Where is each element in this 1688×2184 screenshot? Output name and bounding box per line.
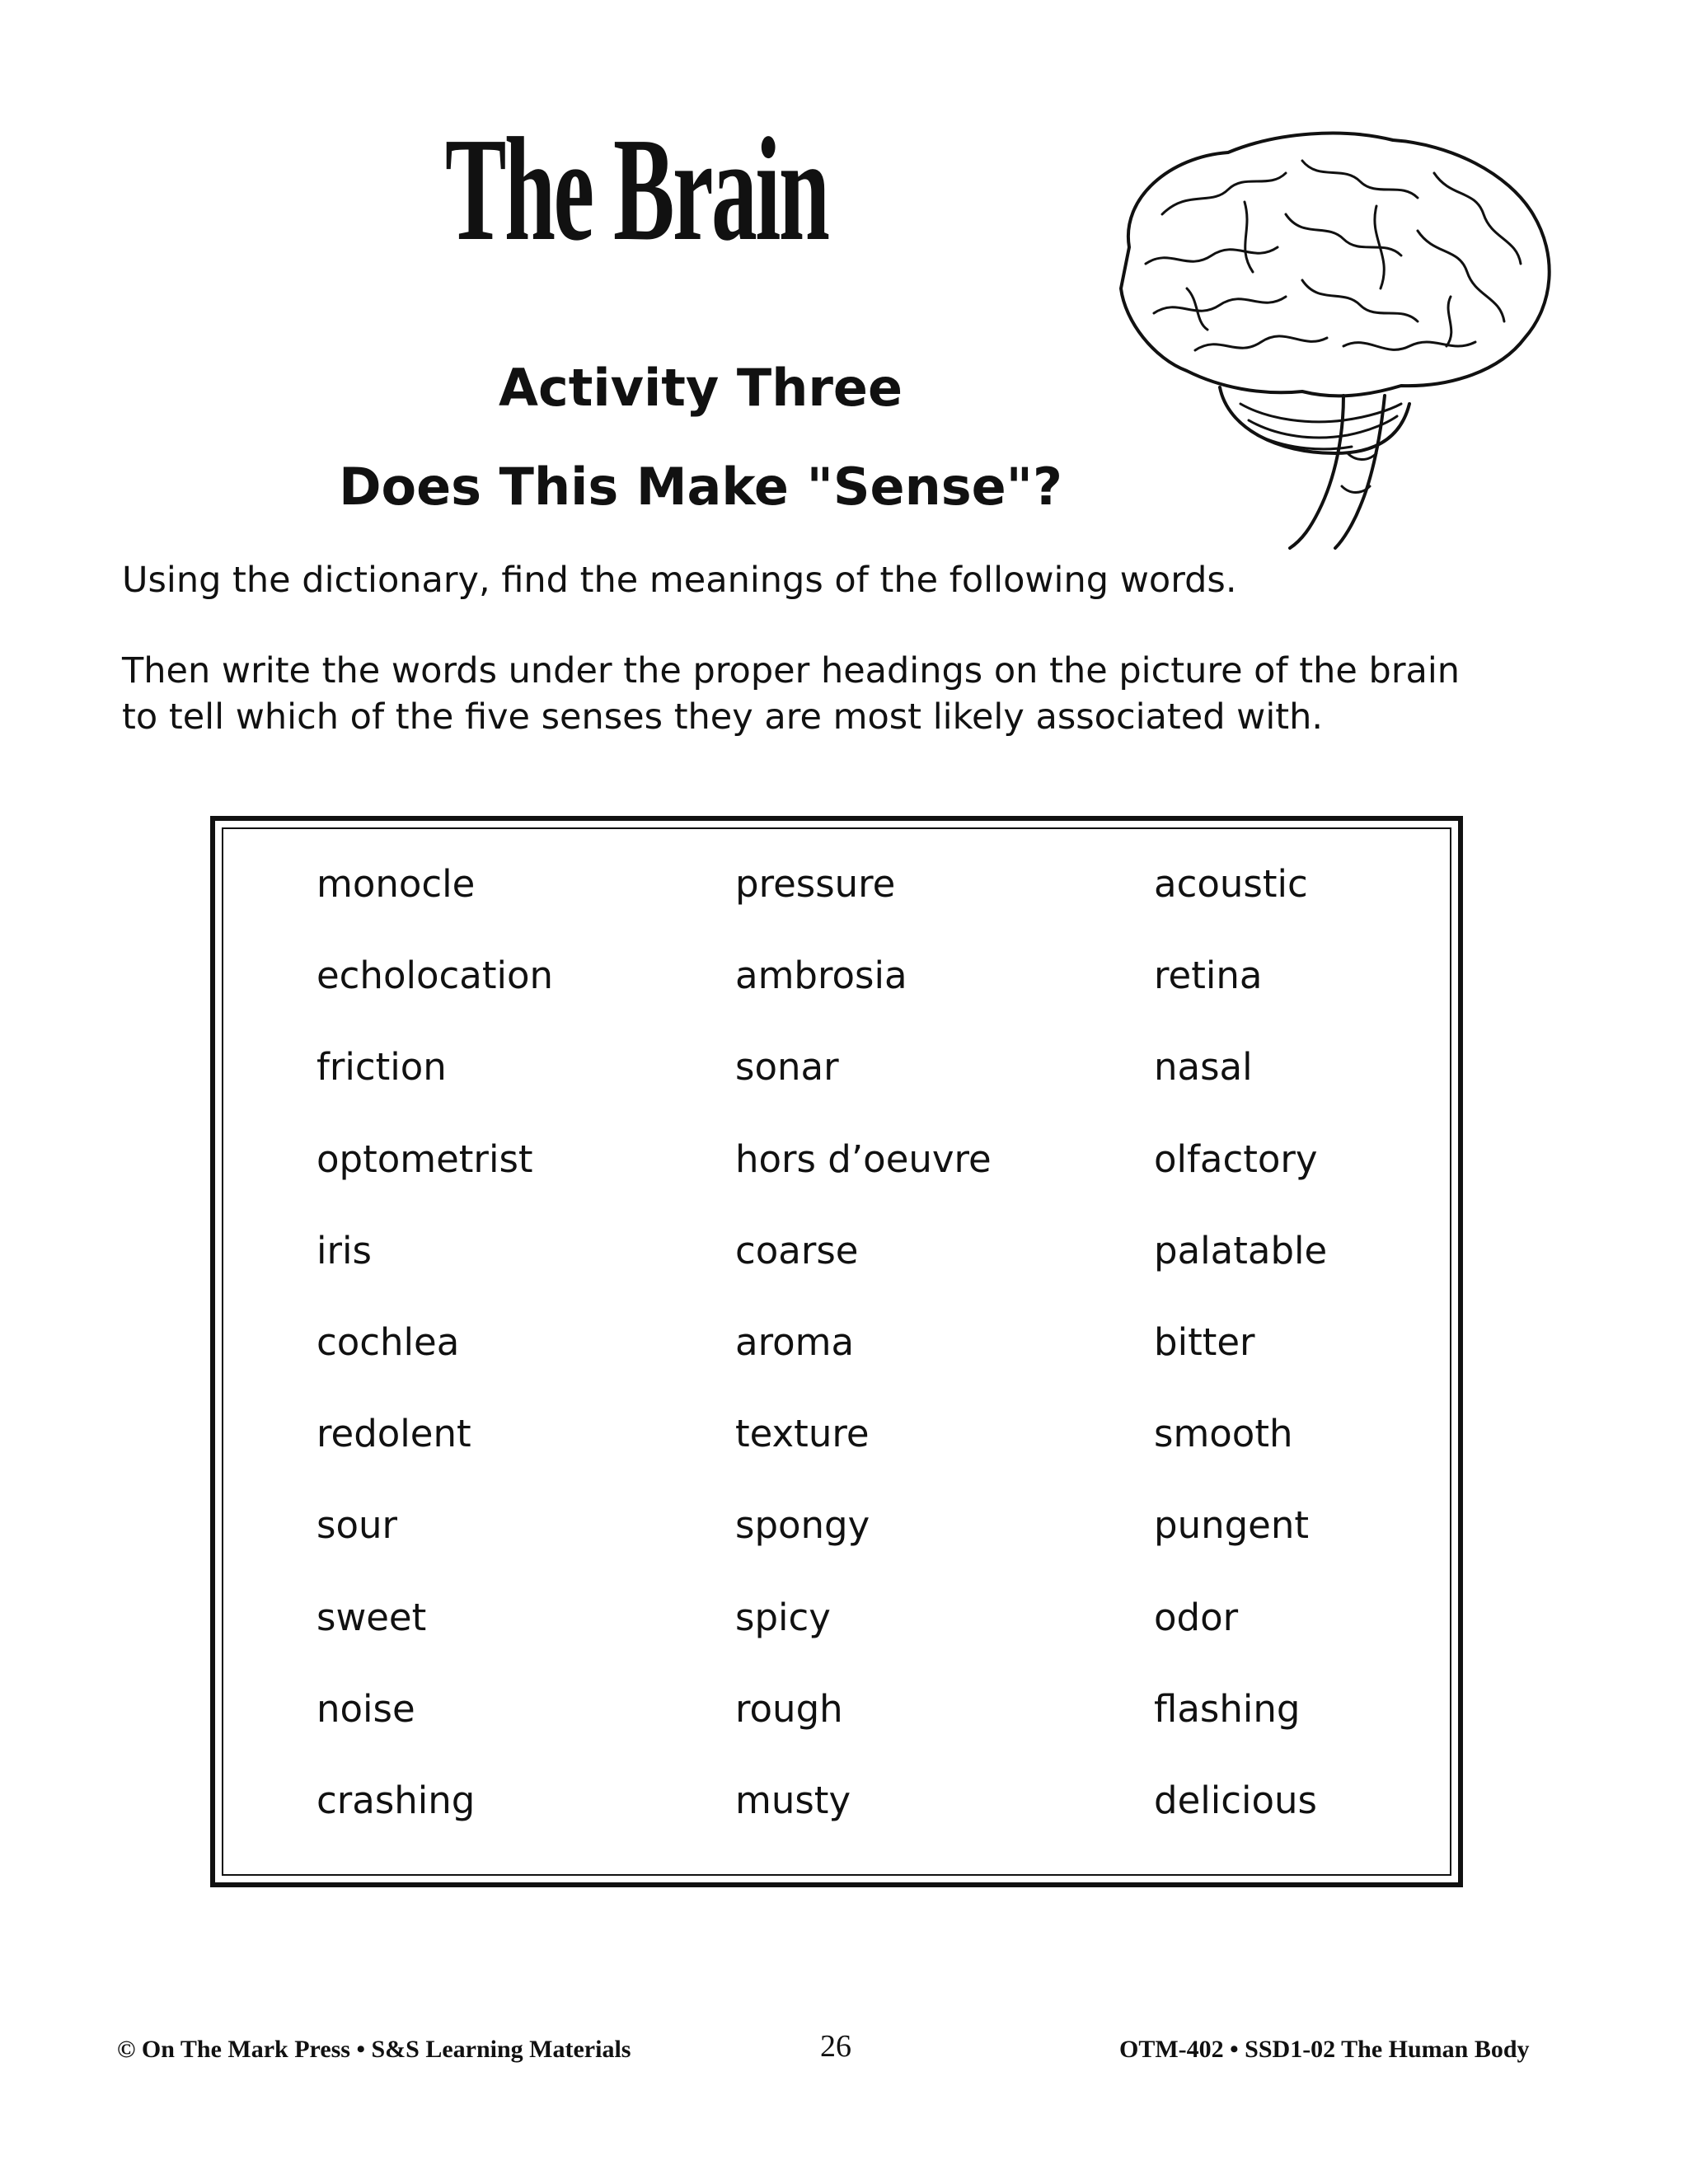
word-item: pressure <box>735 862 896 906</box>
word-item: musty <box>735 1779 851 1822</box>
word-item: redolent <box>316 1412 471 1456</box>
word-item: cochlea <box>316 1320 460 1364</box>
activity-question: Does This Make "Sense"? <box>339 457 1062 517</box>
word-item: smooth <box>1154 1412 1293 1456</box>
word-item: rough <box>735 1686 843 1731</box>
instruction-line-3: to tell which of the five senses they are most likely associated with. <box>122 696 1324 738</box>
word-item: sour <box>316 1503 397 1548</box>
word-item: spicy <box>735 1595 831 1639</box>
word-item: retina <box>1154 954 1263 998</box>
word-item: odor <box>1154 1595 1239 1639</box>
word-item: monocle <box>316 862 476 906</box>
word-item: bitter <box>1154 1320 1255 1364</box>
word-item: palatable <box>1154 1228 1328 1272</box>
word-item: optometrist <box>316 1137 533 1181</box>
page-number: 26 <box>820 2029 851 2064</box>
footer-series: OTM-402 • SSD1-02 The Human Body <box>1119 2036 1530 2063</box>
word-item: texture <box>735 1412 870 1456</box>
word-item: nasal <box>1154 1045 1253 1090</box>
instruction-line-1: Using the dictionary, find the meanings of the following words. <box>122 560 1237 601</box>
word-item: iris <box>316 1228 372 1272</box>
word-item: ambrosia <box>735 954 907 998</box>
word-item: olfactory <box>1154 1137 1318 1181</box>
word-item: spongy <box>735 1503 870 1548</box>
word-item: pungent <box>1154 1503 1310 1548</box>
word-item: friction <box>316 1045 447 1090</box>
word-item: crashing <box>316 1779 476 1822</box>
word-item: sonar <box>735 1045 839 1090</box>
word-item: hors d’oeuvre <box>735 1137 992 1181</box>
instruction-line-2: Then write the words under the proper headings on the picture of the brain <box>122 650 1461 691</box>
word-item: acoustic <box>1154 862 1308 906</box>
word-item: delicious <box>1154 1779 1317 1822</box>
activity-heading: Activity Three <box>498 358 903 418</box>
word-item: coarse <box>735 1228 859 1272</box>
word-item: aroma <box>735 1320 855 1364</box>
footer-copyright: © On The Mark Press • S&S Learning Materials <box>117 2036 631 2063</box>
word-item: echolocation <box>316 954 554 998</box>
word-item: flashing <box>1154 1686 1301 1731</box>
brain-illustration-icon <box>1096 124 1566 552</box>
word-item: sweet <box>316 1595 427 1639</box>
word-item: noise <box>316 1686 415 1731</box>
page-title: The Brain <box>445 107 828 271</box>
